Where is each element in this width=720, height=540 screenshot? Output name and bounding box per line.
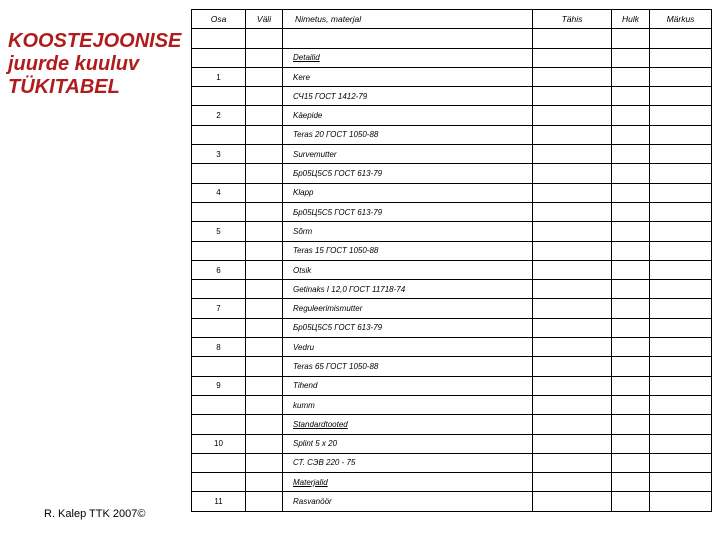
table-row	[192, 183, 712, 202]
cell-tahis	[533, 434, 612, 453]
cell-vali	[246, 299, 283, 318]
cell-vali	[246, 87, 283, 106]
cell-markus	[650, 125, 712, 144]
cell-tahis	[533, 183, 612, 202]
table-header-row	[192, 10, 712, 29]
cell-osa: 3	[192, 145, 246, 164]
cell-vali	[246, 145, 283, 164]
cell-vali	[246, 318, 283, 337]
cell-tahis	[533, 29, 612, 48]
cell-osa: 1	[192, 67, 246, 86]
cell-markus	[650, 183, 712, 202]
table-row	[192, 434, 712, 453]
table-row	[192, 48, 712, 67]
cell-nimetus: Бр05Ц5С5 ГОСТ 613-79	[283, 202, 533, 221]
cell-markus	[650, 453, 712, 472]
cell-tahis	[533, 164, 612, 183]
cell-hulk	[612, 29, 650, 48]
table-row	[192, 241, 712, 260]
cell-tahis	[533, 395, 612, 414]
cell-tahis	[533, 202, 612, 221]
cell-nimetus: Rasvanöör	[283, 492, 533, 511]
cell-hulk	[612, 87, 650, 106]
cell-tahis	[533, 222, 612, 241]
cell-hulk	[612, 241, 650, 260]
table-row	[192, 106, 712, 125]
cell-hulk	[612, 183, 650, 202]
cell-hulk	[612, 338, 650, 357]
cell-nimetus: СЧ15 ГОСТ 1412-79	[283, 87, 533, 106]
cell-hulk	[612, 357, 650, 376]
cell-markus	[650, 241, 712, 260]
table-row	[192, 299, 712, 318]
cell-markus	[650, 260, 712, 279]
table-row	[192, 395, 712, 414]
header-nimetus: Nimetus, materjal	[283, 10, 533, 29]
cell-vali	[246, 260, 283, 279]
cell-osa: 11	[192, 492, 246, 511]
cell-markus	[650, 106, 712, 125]
cell-osa: 5	[192, 222, 246, 241]
cell-markus	[650, 48, 712, 67]
cell-nimetus: Detailid	[283, 48, 533, 67]
cell-hulk	[612, 106, 650, 125]
cell-markus	[650, 338, 712, 357]
cell-tahis	[533, 473, 612, 492]
cell-nimetus: Standardtooted	[283, 415, 533, 434]
cell-nimetus: Splint 5 x 20	[283, 434, 533, 453]
cell-hulk	[612, 280, 650, 299]
table-row	[192, 29, 712, 48]
cell-hulk	[612, 318, 650, 337]
cell-vali	[246, 357, 283, 376]
cell-tahis	[533, 299, 612, 318]
cell-nimetus: kumm	[283, 395, 533, 414]
cell-nimetus: СТ. СЭВ 220 - 75	[283, 453, 533, 472]
cell-hulk	[612, 453, 650, 472]
title-line-1: KOOSTEJOONISE	[8, 30, 182, 52]
cell-tahis	[533, 241, 612, 260]
cell-markus	[650, 87, 712, 106]
cell-nimetus: Getinaks I 12,0 ГОСТ 11718-74	[283, 280, 533, 299]
header-vali: Väli	[246, 10, 283, 29]
header-hulk: Hulk	[612, 10, 650, 29]
cell-hulk	[612, 260, 650, 279]
cell-hulk	[612, 473, 650, 492]
cell-tahis	[533, 338, 612, 357]
cell-vali	[246, 183, 283, 202]
cell-vali	[246, 492, 283, 511]
cell-vali	[246, 395, 283, 414]
cell-osa	[192, 415, 246, 434]
header-markus: Märkus	[650, 10, 712, 29]
cell-markus	[650, 145, 712, 164]
cell-markus	[650, 164, 712, 183]
cell-vali	[246, 241, 283, 260]
cell-markus	[650, 280, 712, 299]
cell-nimetus: Survemutter	[283, 145, 533, 164]
cell-markus	[650, 357, 712, 376]
cell-markus	[650, 67, 712, 86]
cell-tahis	[533, 492, 612, 511]
cell-markus	[650, 299, 712, 318]
footer-credit: R. Kalep TTK 2007©	[44, 508, 146, 520]
cell-vali	[246, 473, 283, 492]
cell-markus	[650, 434, 712, 453]
cell-osa: 6	[192, 260, 246, 279]
cell-osa	[192, 241, 246, 260]
cell-osa: 2	[192, 106, 246, 125]
table-row	[192, 125, 712, 144]
cell-vali	[246, 48, 283, 67]
table-row	[192, 492, 712, 511]
table-row	[192, 376, 712, 395]
cell-nimetus: Otsik	[283, 260, 533, 279]
cell-tahis	[533, 415, 612, 434]
cell-nimetus: Бр05Ц5С5 ГОСТ 613-79	[283, 318, 533, 337]
cell-osa	[192, 164, 246, 183]
cell-osa	[192, 87, 246, 106]
cell-tahis	[533, 280, 612, 299]
cell-hulk	[612, 299, 650, 318]
cell-nimetus: Käepide	[283, 106, 533, 125]
cell-osa	[192, 318, 246, 337]
cell-vali	[246, 415, 283, 434]
cell-hulk	[612, 395, 650, 414]
cell-nimetus: Бр05Ц5С5 ГОСТ 613-79	[283, 164, 533, 183]
cell-nimetus: Vedru	[283, 338, 533, 357]
cell-vali	[246, 106, 283, 125]
table-row	[192, 222, 712, 241]
cell-tahis	[533, 67, 612, 86]
cell-hulk	[612, 222, 650, 241]
cell-markus	[650, 202, 712, 221]
cell-vali	[246, 376, 283, 395]
title-line-3: TÜKITABEL	[8, 76, 120, 98]
table-row	[192, 87, 712, 106]
cell-hulk	[612, 48, 650, 67]
cell-tahis	[533, 125, 612, 144]
cell-vali	[246, 29, 283, 48]
cell-osa	[192, 48, 246, 67]
cell-nimetus: Klapp	[283, 183, 533, 202]
cell-markus	[650, 415, 712, 434]
cell-nimetus: Teras 15 ГОСТ 1050-88	[283, 241, 533, 260]
cell-osa: 4	[192, 183, 246, 202]
cell-nimetus	[283, 29, 533, 48]
cell-vali	[246, 164, 283, 183]
cell-markus	[650, 376, 712, 395]
cell-nimetus: Materjalid	[283, 473, 533, 492]
table-row	[192, 164, 712, 183]
cell-vali	[246, 67, 283, 86]
cell-markus	[650, 492, 712, 511]
table-row	[192, 318, 712, 337]
cell-markus	[650, 222, 712, 241]
cell-hulk	[612, 125, 650, 144]
cell-osa	[192, 202, 246, 221]
cell-tahis	[533, 453, 612, 472]
cell-hulk	[612, 415, 650, 434]
table-row	[192, 473, 712, 492]
parts-table	[191, 9, 712, 512]
cell-tahis	[533, 106, 612, 125]
cell-osa: 9	[192, 376, 246, 395]
cell-tahis	[533, 145, 612, 164]
cell-markus	[650, 29, 712, 48]
cell-vali	[246, 222, 283, 241]
cell-vali	[246, 125, 283, 144]
cell-nimetus: Teras 65 ГОСТ 1050-88	[283, 357, 533, 376]
table-row	[192, 280, 712, 299]
cell-vali	[246, 202, 283, 221]
table-row	[192, 260, 712, 279]
cell-markus	[650, 473, 712, 492]
table-row	[192, 202, 712, 221]
cell-vali	[246, 338, 283, 357]
cell-vali	[246, 280, 283, 299]
cell-tahis	[533, 260, 612, 279]
cell-nimetus: Sõrm	[283, 222, 533, 241]
cell-osa	[192, 473, 246, 492]
cell-hulk	[612, 164, 650, 183]
table-row	[192, 453, 712, 472]
header-osa: Osa	[192, 10, 246, 29]
cell-nimetus: Tihend	[283, 376, 533, 395]
cell-osa	[192, 280, 246, 299]
table-row	[192, 145, 712, 164]
cell-osa	[192, 395, 246, 414]
table-row	[192, 357, 712, 376]
cell-markus	[650, 395, 712, 414]
cell-tahis	[533, 318, 612, 337]
cell-hulk	[612, 376, 650, 395]
document-title	[8, 30, 181, 99]
cell-osa	[192, 357, 246, 376]
cell-hulk	[612, 492, 650, 511]
cell-tahis	[533, 48, 612, 67]
title-line-2: juurde kuuluv	[8, 53, 140, 75]
cell-markus	[650, 318, 712, 337]
cell-osa: 8	[192, 338, 246, 357]
cell-osa: 7	[192, 299, 246, 318]
cell-hulk	[612, 202, 650, 221]
cell-hulk	[612, 145, 650, 164]
cell-nimetus: Reguleerimismutter	[283, 299, 533, 318]
table-row	[192, 338, 712, 357]
cell-nimetus: Kere	[283, 67, 533, 86]
cell-vali	[246, 453, 283, 472]
cell-osa	[192, 453, 246, 472]
cell-hulk	[612, 67, 650, 86]
cell-tahis	[533, 87, 612, 106]
cell-osa	[192, 125, 246, 144]
header-tahis: Tähis	[533, 10, 612, 29]
cell-osa: 10	[192, 434, 246, 453]
cell-hulk	[612, 434, 650, 453]
cell-vali	[246, 434, 283, 453]
cell-tahis	[533, 357, 612, 376]
cell-tahis	[533, 376, 612, 395]
cell-nimetus: Teras 20 ГОСТ 1050-88	[283, 125, 533, 144]
table-row	[192, 415, 712, 434]
table-row	[192, 67, 712, 86]
cell-osa	[192, 29, 246, 48]
